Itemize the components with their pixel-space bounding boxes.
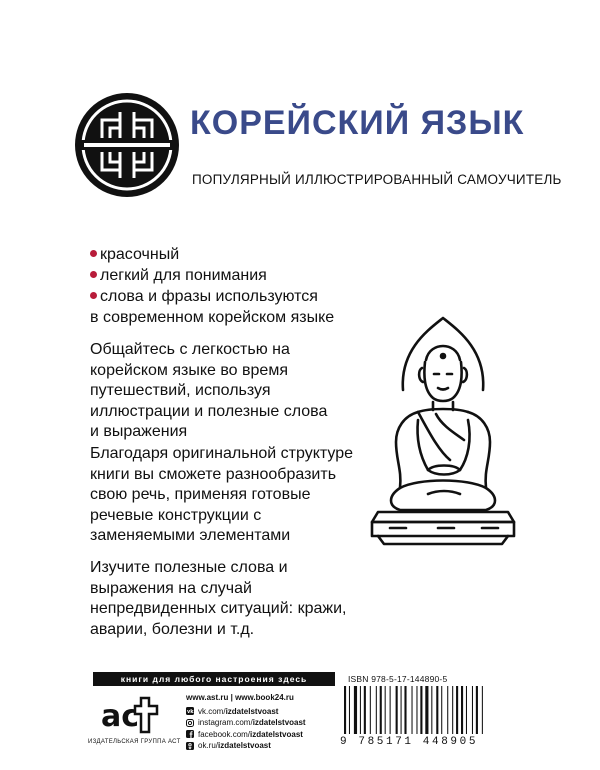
list-item	[90, 286, 334, 307]
list-item-continuation: в современном корейском языке	[90, 309, 335, 326]
tagline-bar: книги для любого настроения здесь	[93, 672, 335, 686]
vk-icon	[186, 707, 194, 715]
list-item	[90, 244, 334, 265]
barcode	[340, 686, 510, 734]
isbn-text: ISBN 978-5-17-144890-5	[348, 674, 448, 684]
social-link-facebook[interactable]	[186, 729, 306, 741]
social-link-vk[interactable]	[186, 706, 306, 718]
list-item-text: легкий для понимания	[100, 267, 267, 284]
facebook-icon	[186, 730, 194, 738]
paragraph-line: выражения на случай	[90, 579, 252, 597]
bullet-dot-icon	[90, 292, 97, 299]
paragraph-line: аварии, болезни и т.д.	[90, 620, 255, 638]
paragraph-line: непредвиденных ситуаций: кражи,	[90, 600, 347, 617]
social-prefix: facebook.com/	[198, 729, 251, 739]
odnoklassniki-icon	[186, 742, 194, 750]
social-prefix: vk.com/	[198, 706, 226, 716]
barcode-number: 9 785171 448905	[340, 736, 479, 748]
svg-text:vk: vk	[187, 709, 194, 716]
feature-list	[90, 244, 334, 328]
instagram-icon	[186, 719, 194, 727]
social-prefix: ok.ru/	[198, 741, 219, 750]
paragraph-line: путешествий, используя	[90, 382, 271, 399]
paragraph-line: свою речь, применяя готовые	[90, 486, 311, 503]
paragraph-line: и выражения	[90, 423, 188, 440]
buddha-illustration	[338, 310, 548, 550]
paragraph-line: иллюстрации и полезные слова	[90, 402, 328, 420]
paragraph-line: Изучите полезные слова и	[90, 559, 288, 576]
book-subtitle: ПОПУЛЯРНЫЙ ИЛЛЮСТРИРОВАННЫЙ САМОУЧИТЕЛЬ	[192, 172, 562, 187]
publisher-links	[186, 692, 306, 752]
list-item	[90, 265, 334, 286]
logo-text: ac	[101, 699, 140, 734]
websites-link[interactable]: www.ast.ru | www.book24.ru	[186, 693, 294, 702]
paragraph-line: корейском языке во время	[90, 361, 288, 379]
social-prefix: instagram.com/	[198, 718, 253, 727]
korean-emblem-icon	[72, 90, 182, 200]
paragraph-line: Благодаря оригинальной структуре	[90, 445, 354, 462]
list-item-text: красочный	[100, 246, 180, 263]
bullet-dot-icon	[90, 271, 97, 278]
book-title: КОРЕЙСКИЙ ЯЗЫК	[190, 104, 525, 142]
ast-logo	[97, 690, 167, 734]
paragraph-line: заменяемыми элементами	[90, 527, 291, 544]
social-handle: izdatelstvoast	[218, 741, 271, 750]
social-handle: izdatelstvoast	[250, 729, 303, 739]
paragraph-line: книги вы сможете разнообразить	[90, 465, 337, 483]
list-item-text: слова и фразы используются	[100, 288, 318, 305]
social-link-odnoklassniki[interactable]	[186, 740, 306, 752]
bullet-dot-icon	[90, 250, 97, 257]
publisher-name: ИЗДАТЕЛЬСКАЯ ГРУППА АСТ	[88, 739, 181, 745]
paragraph-useful-words	[90, 558, 390, 640]
social-handle: izdatelstvoast	[252, 718, 306, 727]
paragraph-line: Общайтесь с легкостью на	[90, 341, 290, 358]
paragraph-line: речевые конструкции с	[90, 506, 262, 524]
social-handle: izdatelstvoast	[225, 706, 279, 716]
social-link-instagram[interactable]	[186, 717, 306, 729]
